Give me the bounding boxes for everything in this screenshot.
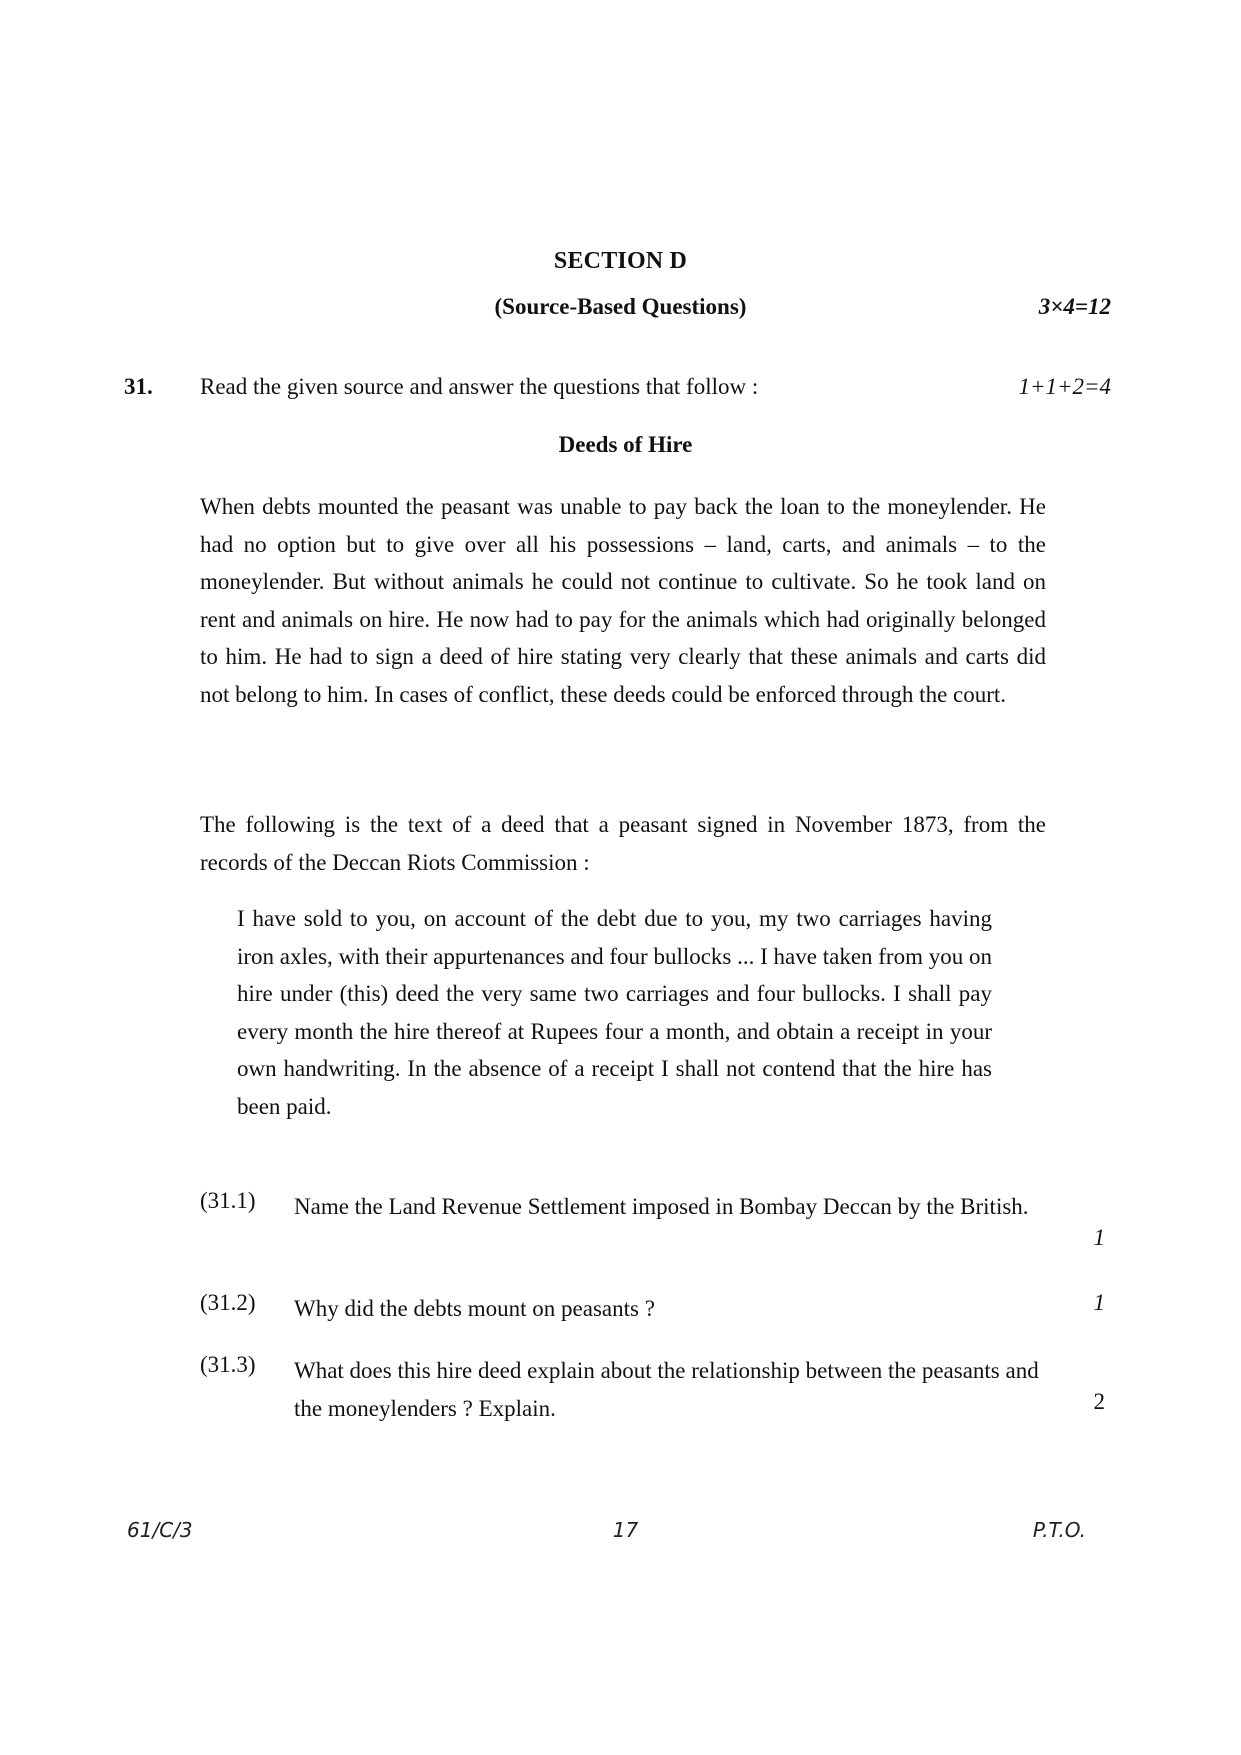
question-instruction: Read the given source and answer the questions that follow : (200, 374, 759, 399)
sub-question-marks: 1 (1093, 1225, 1105, 1250)
question-marks: 1+1+2=4 (1018, 374, 1111, 399)
deed-quote: I have sold to you, on account of the debt due to you, my two carriages having iron axles, with their appurtenances and four bullocks ... I have taken from you on hire under (this) deed the very same two carriages and four bullocks. I shall pay every month the hire thereof at Rupees four a month, and obtain a receipt in your own handwriting. In the absence of a receipt I shall not contend that the hire has been paid. (237, 906, 992, 1119)
sub-question-number: (31.1) (200, 1188, 256, 1213)
question-number: 31. (124, 374, 153, 399)
source-paragraph: When debts mounted the peasant was unable to pay back the loan to the moneylender. He had no option but to give over all his possessions – land, carts, and animals – to the moneylender. But without animals he could not continue to cultivate. So he took land on rent and animals on hire. He now had to pay for the animals which had originally belonged to him. He had to sign a deed of hire stating very clearly that these animals and carts did not belong to him. In cases of conflict, these deeds could be enforced through the court. (200, 494, 1046, 707)
page-number: 17 (612, 1518, 639, 1542)
source-paragraph: The following is the text of a deed that a peasant signed in November 1873, from the records of the Deccan Riots Commission : (200, 812, 1046, 875)
section-title: SECTION D (553, 248, 688, 274)
sub-question-text: Why did the debts mount on peasants ? (294, 1296, 655, 1321)
pto-label: P.T.O. (1032, 1518, 1086, 1542)
sub-question-marks: 1 (1093, 1290, 1105, 1315)
sub-question-number: (31.3) (200, 1352, 256, 1377)
sub-question-marks: 2 (1093, 1389, 1105, 1414)
sub-question-text: What does this hire deed explain about the relationship between the peasants and the moneylenders ? Explain. (294, 1358, 1039, 1421)
paper-code: 61/C/3 (127, 1518, 193, 1542)
section-subtitle: (Source-Based Questions) (494, 294, 747, 319)
sub-question-text: Name the Land Revenue Settlement imposed in Bombay Deccan by the British. (294, 1194, 1029, 1219)
sub-question-number: (31.2) (200, 1290, 256, 1315)
source-title: Deeds of Hire (558, 432, 693, 457)
section-marks: 3×4=12 (1038, 294, 1111, 319)
